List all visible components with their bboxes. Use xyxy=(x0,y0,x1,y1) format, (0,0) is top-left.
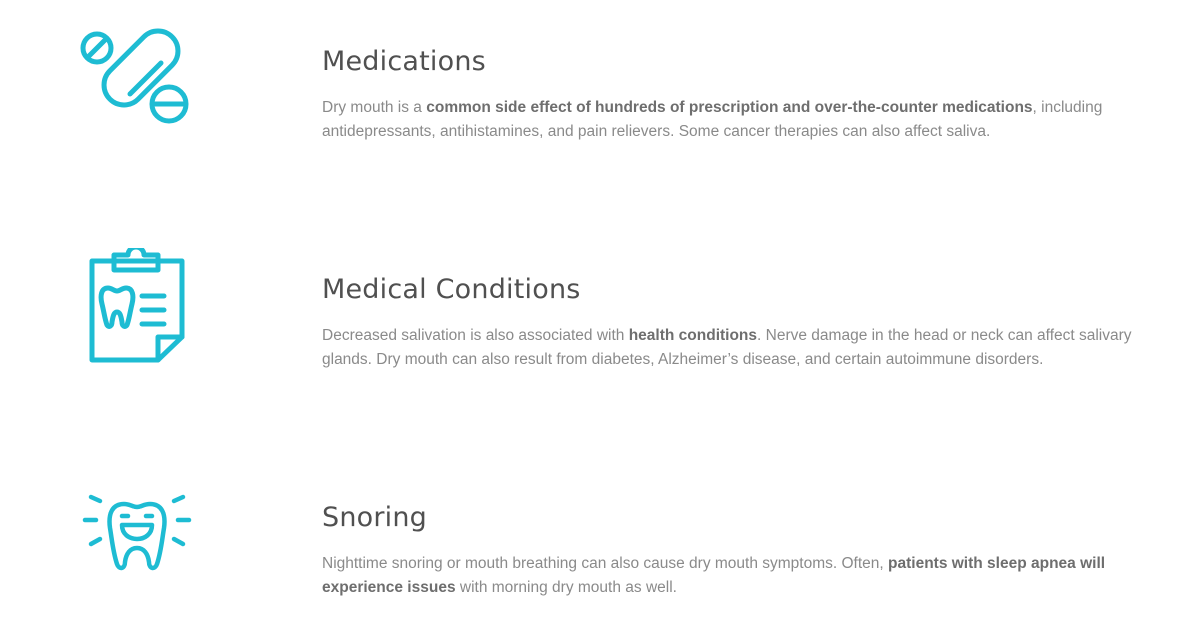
section-description: Decreased salivation is also associated with health conditions. Nerve damage in the head or neck can affect salivary glands. Dry mouth can also result from diabetes, Alzheimer’s disease, and certain autoimmune disorders. xyxy=(322,327,1132,368)
emphasis-text: common side effect of hundreds of prescription and over-the-counter medications xyxy=(426,99,1033,116)
pill-capsule-icon xyxy=(78,28,198,128)
section-medical-conditions xyxy=(0,200,1202,430)
section-title: Medications xyxy=(322,46,486,77)
section-description: Nighttime snoring or mouth breathing can also cause dry mouth symptoms. Often, patients with sleep apnea will experience issues with morning dry mouth as well. xyxy=(322,555,1106,596)
emphasis-text: patients with sleep apnea will experience issues xyxy=(322,555,1106,596)
clipboard-tooth-icon xyxy=(86,248,188,366)
section-medications xyxy=(0,0,1202,200)
section-title: Snoring xyxy=(322,502,428,533)
smiling-tooth-icon xyxy=(82,494,192,574)
section-description: Dry mouth is a common side effect of hundreds of prescription and over-the-counter medications, including antidepressants, antihistamines, and pain relievers. Some cancer therapies can also affect saliva. xyxy=(322,99,1103,140)
emphasis-text: health conditions xyxy=(628,327,758,344)
section-title: Medical Conditions xyxy=(322,274,581,305)
section-snoring xyxy=(0,430,1202,631)
